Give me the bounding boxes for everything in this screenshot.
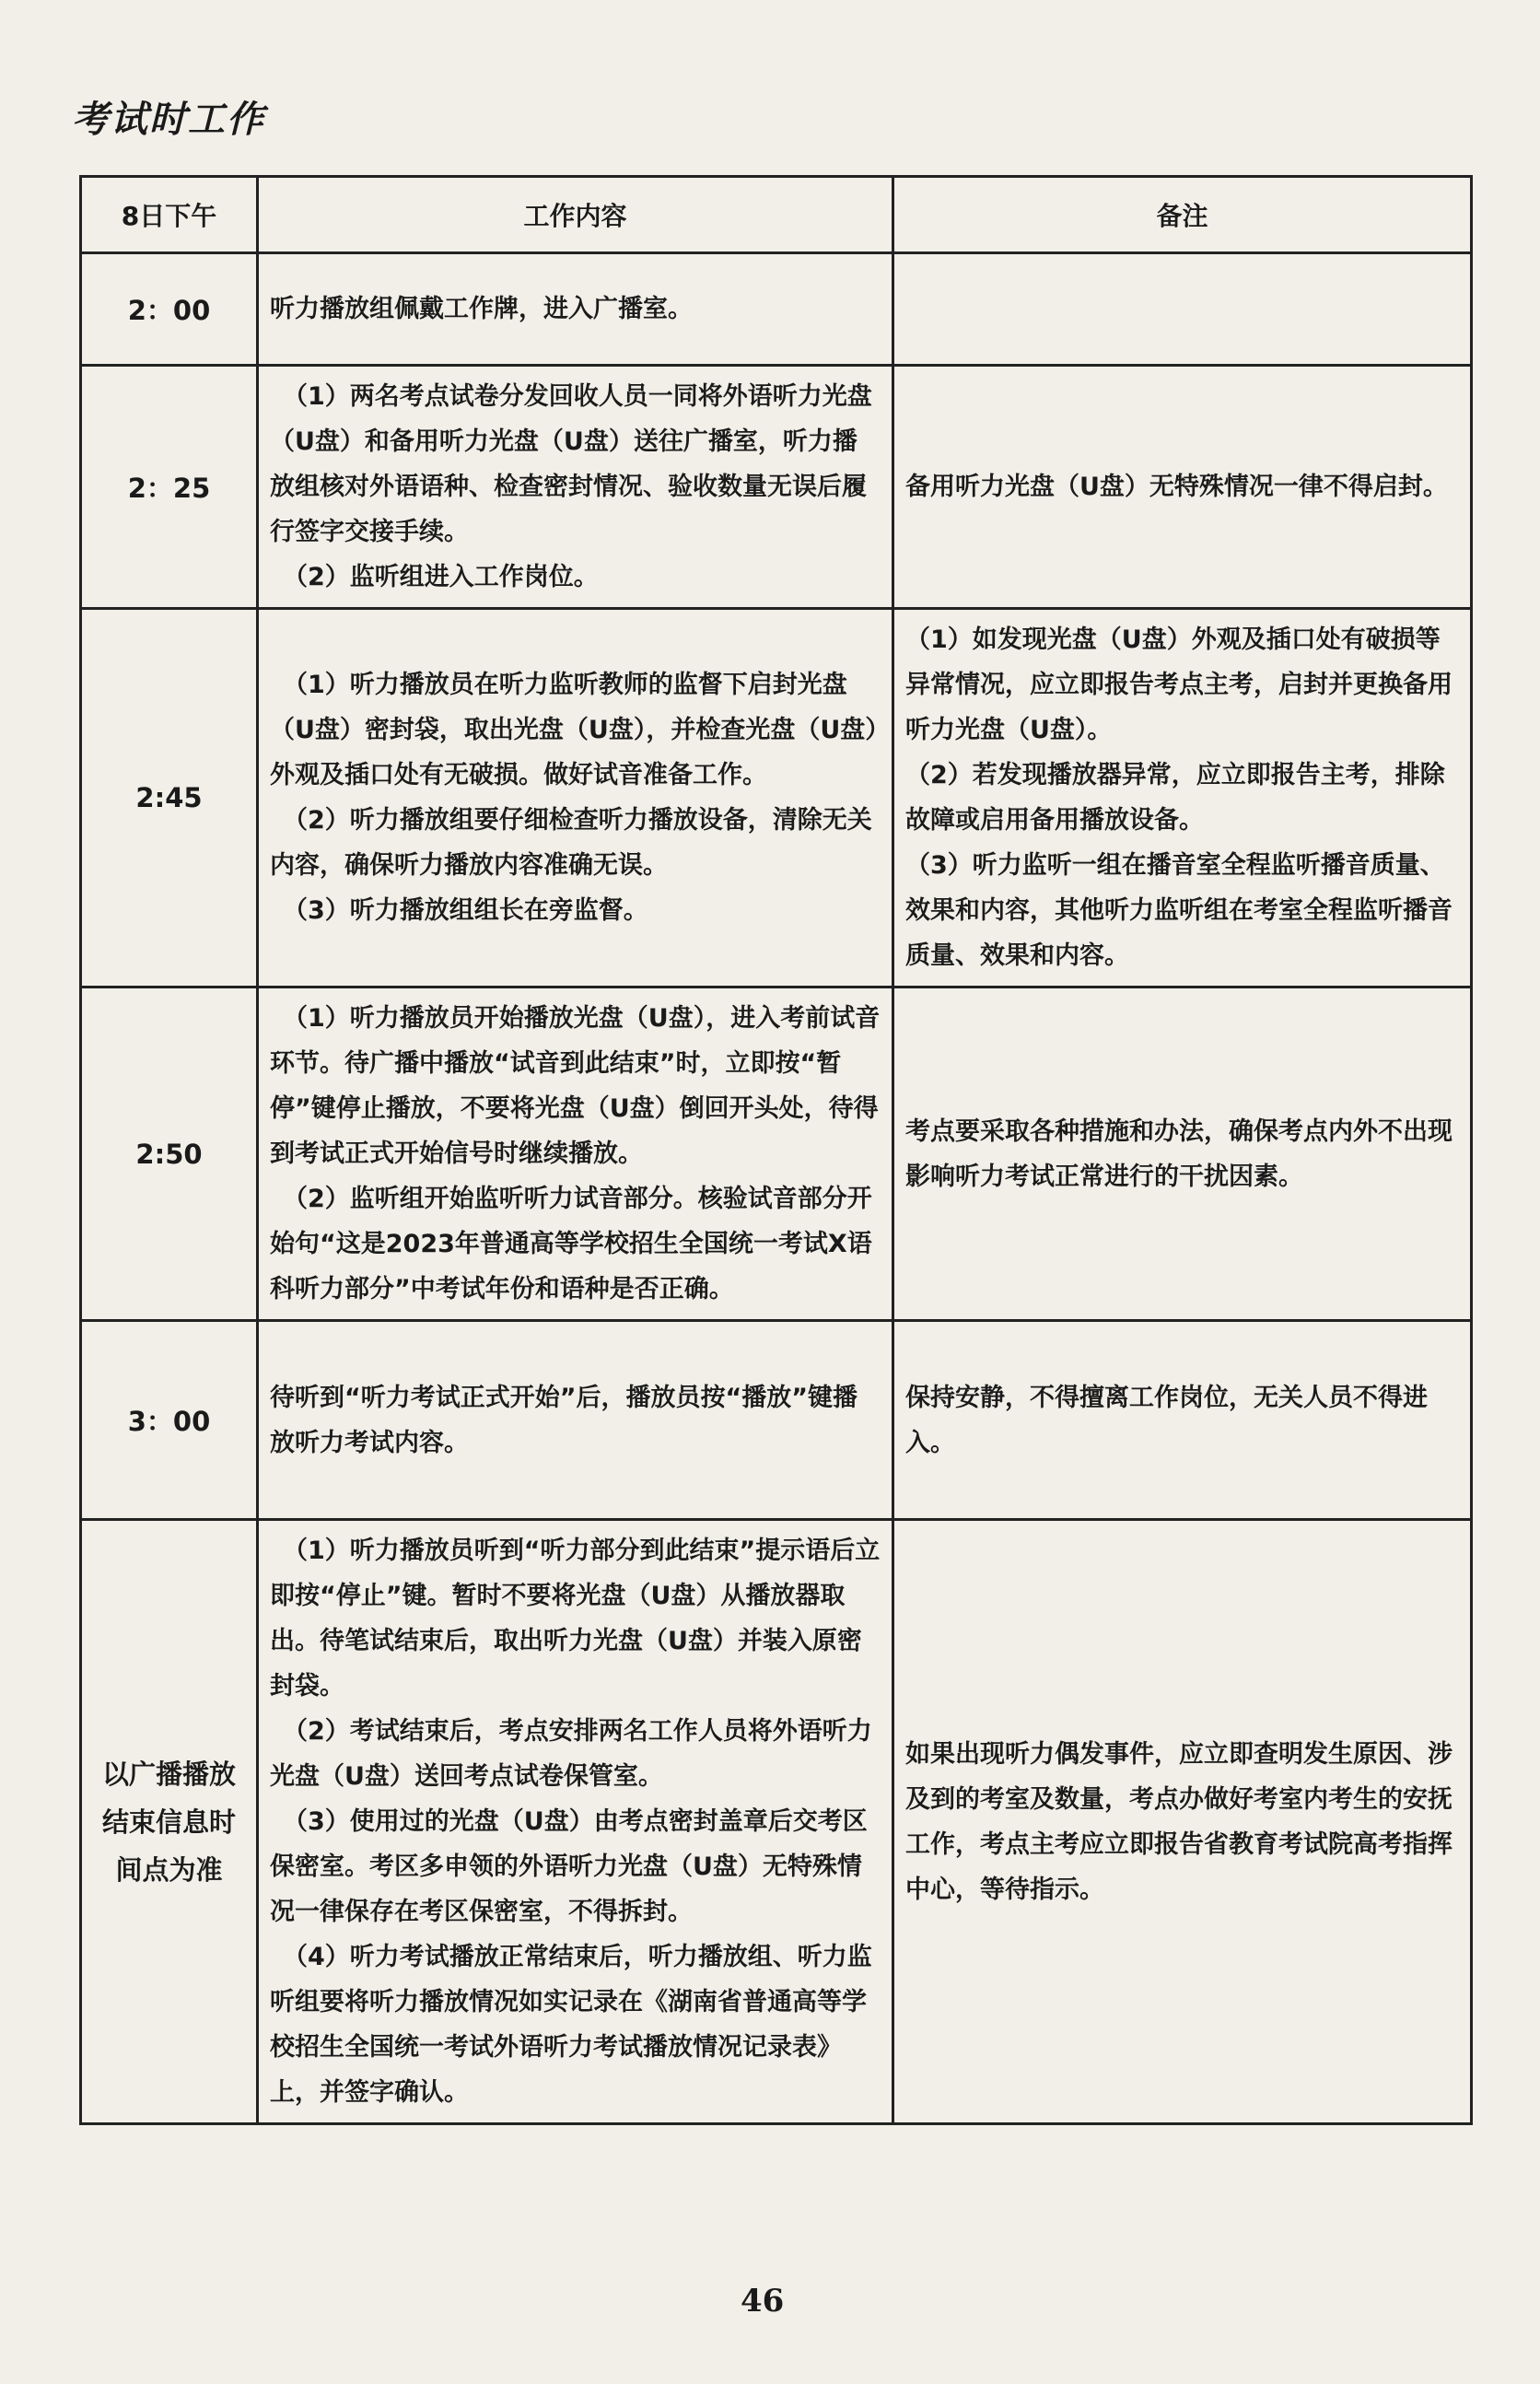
note-item: （3）听力监听一组在播音室全程监听播音质量、效果和内容，其他听力监听组在考室全程监听播音质量、效果和内容。: [905, 851, 1452, 970]
row-note: [893, 366, 1472, 609]
note-item: （2）若发现播放器异常，应立即报告主考，排除故障或启用备用播放设备。: [905, 761, 1445, 835]
row-work: [258, 609, 893, 987]
row-note: [893, 253, 1472, 366]
row-work: [258, 987, 893, 1321]
row-work: [258, 253, 893, 366]
row-time: 3：00: [81, 1321, 258, 1520]
page-number: 46: [741, 2283, 785, 2320]
work-item: （1）两名考点试卷分发回收人员一同将外语听力光盘（U盘）和备用听力光盘（U盘）送往广播室，听力播放组核对外语语种、检查密封情况、验收数量无误后履行签字交接手续。: [270, 382, 872, 546]
work-item: （2）监听组开始监听听力试音部分。核验试音部分开始句“这是2023年普通高等学校招生全国统一考试X语科听力部分”中考试年份和语种是否正确。: [270, 1185, 872, 1303]
work-item: （2）听力播放组要仔细检查听力播放设备，清除无关内容，确保听力播放内容准确无误。: [270, 806, 872, 880]
row-note: [893, 987, 1472, 1321]
schedule-table: [79, 175, 1473, 2125]
table-row: [81, 253, 1472, 366]
header-work-content: 工作内容: [258, 177, 893, 253]
row-time: 2:45: [81, 609, 258, 987]
work-item: （1）听力播放员开始播放光盘（U盘），进入考前试音环节。待广播中播放“试音到此结束”时，立即按“暂停”键停止播放，不要将光盘（U盘）倒回开头处，待得到考试正式开始信号时继续播放。: [270, 1004, 881, 1168]
header-time: 8日下午: [81, 177, 258, 253]
table-row: [81, 987, 1472, 1321]
row-work: [258, 1520, 893, 2124]
header-notes: 备注: [893, 177, 1472, 253]
note-item: 保持安静，不得擅离工作岗位，无关人员不得进入。: [905, 1383, 1428, 1457]
table-header-row: [81, 177, 1472, 253]
work-item: （4）听力考试播放正常结束后，听力播放组、听力监听组要将听力播放情况如实记录在《湖南省普通高等学校招生全国统一考试外语听力考试播放情况记录表》上，并签字确认。: [270, 1943, 872, 2107]
work-item: （3）听力播放组组长在旁监督。: [283, 896, 648, 925]
row-work: [258, 366, 893, 609]
row-time: 2：00: [81, 253, 258, 366]
row-time: 2:50: [81, 987, 258, 1321]
work-item: （2）考试结束后，考点安排两名工作人员将外语听力光盘（U盘）送回考点试卷保管室。: [270, 1717, 872, 1791]
table-row: [81, 1520, 1472, 2124]
note-item: 如果出现听力偶发事件，应立即查明发生原因、涉及到的考室及数量，考点办做好考室内考生的安抚工作，考点主考应立即报告省教育考试院高考指挥中心，等待指示。: [905, 1739, 1452, 1904]
page-title: 考试时工作: [72, 98, 265, 141]
table-row: [81, 609, 1472, 987]
row-note: [893, 1520, 1472, 2124]
work-item: 待听到“听力考试正式开始”后，播放员按“播放”键播放听力考试内容。: [270, 1383, 858, 1457]
work-item: （1）听力播放员在听力监听教师的监督下启封光盘（U盘）密封袋，取出光盘（U盘），并检查光盘（U盘）外观及插口处有无破损。做好试音准备工作。: [270, 671, 878, 789]
work-item: （1）听力播放员听到“听力部分到此结束”提示语后立即按“停止”键。暂时不要将光盘（U盘）从播放器取出。待笔试结束后，取出听力光盘（U盘）并装入原密封袋。: [270, 1537, 881, 1700]
row-work: [258, 1321, 893, 1520]
row-note: [893, 1321, 1472, 1520]
work-item: （3）使用过的光盘（U盘）由考点密封盖章后交考区保密室。考区多申领的外语听力光盘（U盘）无特殊情况一律保存在考区保密室，不得拆封。: [270, 1807, 868, 1926]
table-row: [81, 1321, 1472, 1520]
note-item: 考点要采取各种措施和办法，确保考点内外不出现影响听力考试正常进行的干扰因素。: [905, 1116, 1452, 1191]
note-item: 备用听力光盘（U盘）无特殊情况一律不得启封。: [905, 473, 1448, 501]
note-item: （1）如发现光盘（U盘）外观及插口处有破损等异常情况，应立即报告考点主考，启封并更换备用听力光盘（U盘）。: [905, 625, 1452, 744]
table-row: [81, 366, 1472, 609]
work-item: （2）监听组进入工作岗位。: [283, 563, 599, 591]
row-note: [893, 609, 1472, 987]
row-time: 2：25: [81, 366, 258, 609]
work-item: 听力播放组佩戴工作牌，进入广播室。: [270, 295, 693, 323]
row-time: 以广播播放结束信息时间点为准: [81, 1520, 258, 2124]
